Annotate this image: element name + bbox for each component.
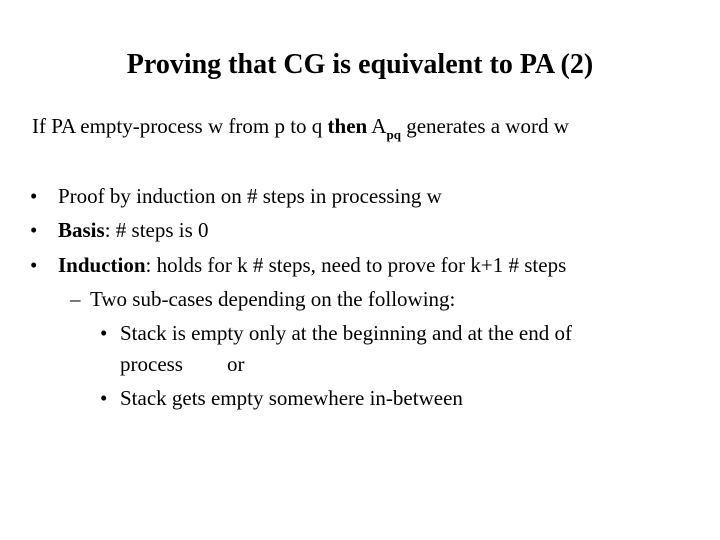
bullet-text bbox=[58, 216, 209, 244]
bullet-marker: • bbox=[30, 253, 38, 277]
bullet-marker: • bbox=[30, 184, 38, 208]
bullet-bold: Induction bbox=[58, 253, 146, 277]
sub-sub-bullet-text: Stack is empty only at the beginning and at the end of bbox=[120, 321, 572, 345]
bullet-rest: : holds for k # steps, need to prove for k+1 # steps bbox=[145, 253, 567, 277]
bullet-bold: Basis bbox=[58, 218, 105, 242]
sub-bullet-marker: – bbox=[70, 287, 81, 311]
bullet-text bbox=[58, 251, 566, 279]
bullet-text: Proof by induction on # steps in processing w bbox=[58, 184, 442, 208]
statement-subscript: pq bbox=[386, 127, 401, 142]
sub-bullet-text: Two sub-cases depending on the following: bbox=[90, 287, 456, 311]
sub-sub-bullet-marker: • bbox=[100, 321, 108, 345]
slide-title: Proving that CG is equivalent to PA (2) bbox=[126, 49, 594, 80]
statement-part3: generates a word w bbox=[400, 114, 569, 138]
sub-sub-bullet-marker: • bbox=[100, 386, 108, 410]
statement-then: then bbox=[327, 114, 368, 138]
bullet-marker: • bbox=[30, 218, 38, 242]
sub-sub-bullet-continuation bbox=[120, 350, 244, 378]
theorem-statement bbox=[32, 112, 569, 143]
continuation-or: or bbox=[226, 352, 245, 376]
statement-part2: A bbox=[367, 114, 387, 138]
bullet-rest: : # steps is 0 bbox=[104, 218, 209, 242]
statement-part1: If PA empty-process w from p to q bbox=[32, 114, 328, 138]
continuation-process: process bbox=[120, 352, 183, 376]
sub-sub-bullet-text: Stack gets empty somewhere in-between bbox=[120, 386, 463, 410]
